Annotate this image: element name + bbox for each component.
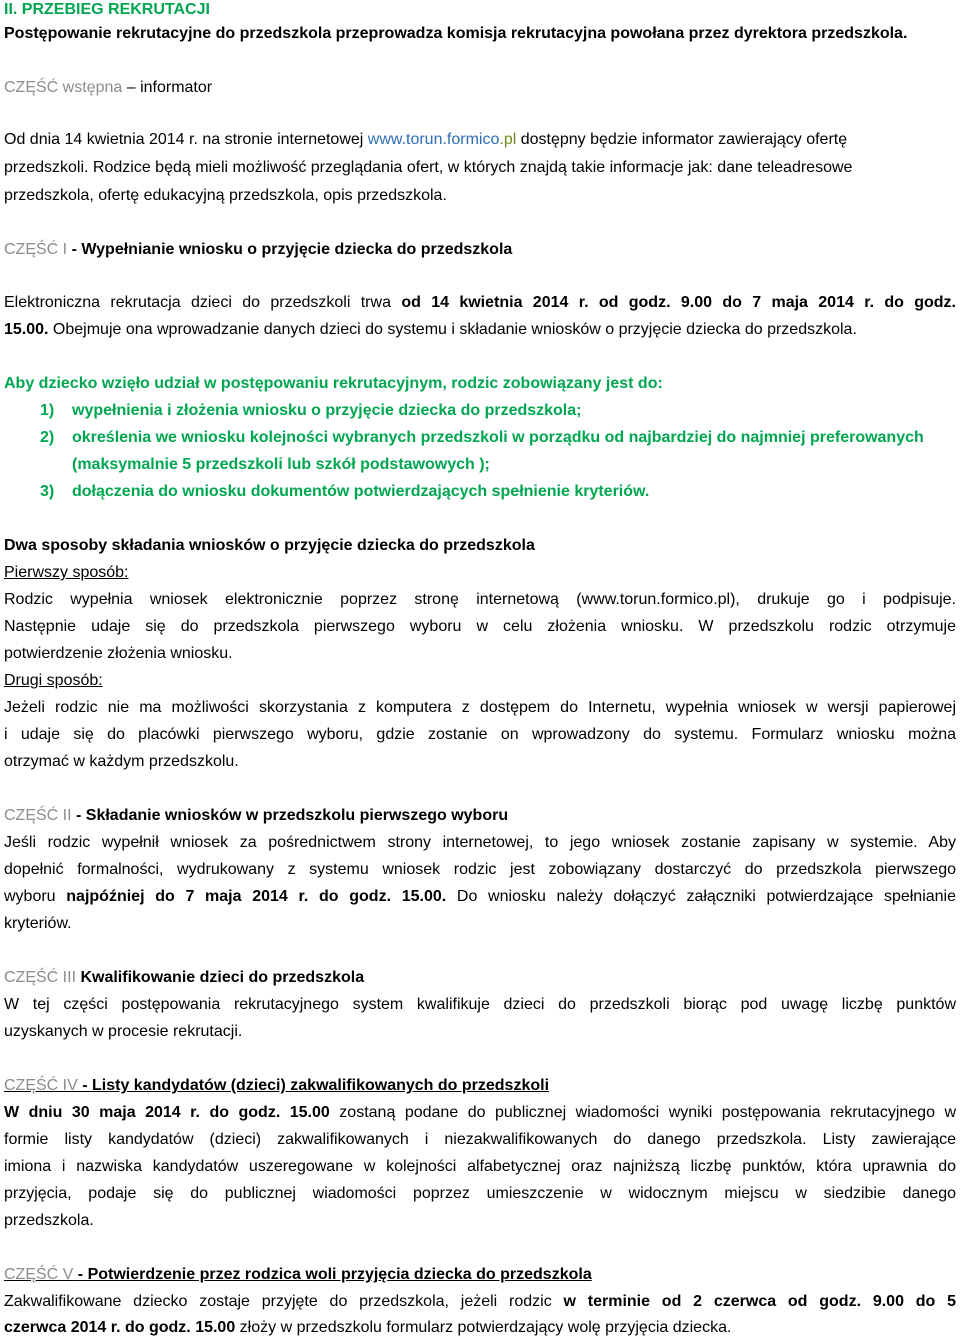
document-page: II. PRZEBIEG REKRUTACJI Postępowanie rekrutacyjne do przedszkola przeprowadza komisja rekrutacyjna powołana przez dyrektora przedszkola. CZĘŚĆ wstępna – informator Od dnia 14 kwietnia 2014 r. na stronie internetowej www.torun.formico.pl dostępny będzie informator zawierający ofertę przedszkoli. Rodzice będą mieli możliwość przeglądania ofert, w których znajdą takie informacje jak: dane teleadresowe przedszkola, ofertę edukacyjną przedszkola, opis przedszkola. CZĘŚĆ I - Wypełnianie wniosku o przyjęcie dziecka do przedszkola Elektroniczna rekrutacja dzieci do przedszkoli trwa od 14 kwietnia 2014 r. od godz. 9.00 do 7 maja 2014 r. do godz. 15.00. Obejmuje ona wprowadzanie danych dzieci do systemu i składanie wniosków o przyjęcie dziecka do przedszkola. Aby dziecko wzięło udział w postępowaniu rekrutacyjnym, rodzic zobowiązany jest do: 1) wypełnienia i złożenia wniosku o przyjęcie dziecka do przedszkola; 2) określenia we wniosku kolejności wybranych przedszkoli w porządku od najbardziej do najmniej preferowanych (maksymalnie 5 przedszkoli lub szkół podstawowych ); 3) dołączenia do wniosku dokumentów potwierdzających spełnienie kryteriów. Dwa sposoby składania wniosków o przyjęcie dziecka do przedszkola Pierwszy sposób: Rodzic wypełnia wniosek elektronicznie poprzez stronę internetową (www.torun.formico.pl), drukuje go i podpisuje. Następnie udaje się do przedszkola pierwszego wyboru w celu złożenia wniosku. W przedszkolu rodzic otrzymuje potwierdzenie złożenia wniosku. Drugi sposób: Jeżeli rodzic nie ma możliwości skorzystania z komputera z dostępem do Internetu, wypełnia wniosek w wersji papierowej i udaje się do placówki pierwszego wyboru, gdzie zostanie on wprowadzony do systemu. Formularz wniosku można otrzymać w każdym przedszkolu. CZĘŚĆ II - Składanie wniosków w przedszkolu pierwszego wyboru Jeśli rodzic wypełnił wniosek za pośrednictwem strony internetowej, to jego wniosek zostanie zapisany w systemie. Aby dopełnić formalności, wydrukowany z systemu wniosek rodzic jest zobowiązany dostarczyć do przedszkola pierwszego wyboru najpóźniej do 7 maja 2014 r. do godz. 15.00. Do wniosku należy dołączyć załączniki potwierdzające spełnianie kryteriów. CZĘŚĆ III Kwalifikowanie dzieci do przedszkola W tej części postępowania rekrutacyjnego system kwalifikuje dzieci do przedszkoli biorąc pod uwagę liczbę punktów uzyskanych w procesie rekrutacji. CZĘŚĆ IV - Listy kandydatów (dzieci) zakwalifikowanych do przedszkoli W dniu 30 maja 2014 r. do godz. 15.00 zostaną podane do publicznej wiadomości wyniki postępowania rekrutacyjnego w formie listy kandydatów (dzieci) zakwalifikowanych i niezakwalifikowanych do danego przedszkola. Listy zawierające imiona i nazwiska kandydatów uszeregowane w kolejności alfabetycznej oraz najniższą liczbę punktów, która uprawnia do przyjęcia, podaje się do publicznej wiadomości poprzez umieszczenie w widocznym miejscu w siedzibie danego przedszkola. CZĘŚĆ V - Potwierdzenie przez rodzica woli przyjęcia dziecka do przedszkola Zakwalifikowane dziecko zostaje przyjęte do przedszkola, jeżeli rodzic w terminie od 2 czerwca od godz. 9.00 do 5 czerwca 2014 r. do godz. 15.00 złoży w przedszkolu formularz potwierdzający wolę przyjęcia dziecka. bbox=[4, 1, 957, 1336]
paragraph-line: wyboru najpóźniej do 7 maja 2014 r. do godz. 15.00. Do wniosku należy dołączyć załączniki potwierdzające spełnianie bbox=[4, 888, 956, 905]
paragraph-line: formie listy kandydatów (dzieci) zakwalifikowanych i niezakwalifikowanych do danego przedszkola. Listy zawierające bbox=[4, 1131, 956, 1148]
paragraph-line: przedszkola. bbox=[4, 1212, 94, 1229]
part-title: - Potwierdzenie przez rodzica woli przyjęcia dziecka do przedszkola bbox=[73, 1266, 592, 1283]
paragraph-line: Jeżeli rodzic nie ma możliwości skorzystania z komputera z dostępem do Internetu, wypełnia wniosek w wersji papierowej bbox=[4, 699, 956, 716]
paragraph-line: Elektroniczna rekrutacja dzieci do przedszkoli trwa od 14 kwietnia 2014 r. od godz. 9.00 do 7 maja 2014 r. do godz. bbox=[4, 294, 957, 311]
paragraph-line: Zakwalifikowane dziecko zostaje przyjęte do przedszkola, jeżeli rodzic w terminie od 2 czerwca od godz. 9.00 do 5 bbox=[4, 1293, 957, 1310]
part-label: CZĘŚĆ bbox=[4, 79, 59, 96]
part-label-suffix: wstępna bbox=[58, 79, 123, 96]
part-2-title bbox=[4, 806, 956, 826]
paragraph-line: Od dnia 14 kwietnia 2014 r. na stronie internetowej www.torun.formico.pl dostępny będzie informator zawierający ofertę bbox=[4, 131, 848, 148]
paragraph-line: i udaje się do placówki pierwszego wyboru, gdzie zostanie on wprowadzony do systemu. Formularz wniosku można bbox=[4, 726, 956, 743]
paragraph-line: W tej części postępowania rekrutacyjnego system kwalifikuje dzieci do przedszkoli biorąc pod uwagę liczbę punktów bbox=[4, 996, 956, 1013]
paragraph-line: uzyskanych w procesie rekrutacji. bbox=[4, 1023, 243, 1040]
paragraph-line: przedszkoli. Rodzice będą mieli możliwość przeglądania ofert, w których znajdą takie informacje jak: dane teleadresowe bbox=[4, 159, 853, 176]
part-label: CZĘŚĆ I bbox=[4, 241, 68, 258]
ways-title: Dwa sposoby składania wniosków o przyjęcie dziecka do przedszkola bbox=[4, 537, 535, 554]
paragraph-line: 15.00. Obejmuje ona wprowadzanie danych dzieci do systemu i składanie wniosków o przyjęcie dziecka do przedszkola. bbox=[4, 321, 857, 338]
part-intro-title bbox=[4, 78, 956, 98]
part-label: CZĘŚĆ V bbox=[4, 1266, 74, 1283]
part-title: - Składanie wniosków w przedszkolu pierwszego wyboru bbox=[71, 807, 509, 824]
part-title: - Wypełnianie wniosku o przyjęcie dziecka do przedszkola bbox=[67, 241, 513, 258]
second-way-label: Drugi sposób: bbox=[4, 672, 103, 689]
part-title: – informator bbox=[122, 79, 213, 96]
part-4-title bbox=[4, 1076, 956, 1096]
paragraph-line: potwierdzenie złożenia wniosku. bbox=[4, 645, 233, 662]
part-label: CZĘŚĆ III bbox=[4, 969, 77, 986]
part-1-title bbox=[4, 240, 956, 260]
paragraph-line: kryteriów. bbox=[4, 915, 72, 932]
paragraph-line: Następnie udaje się do przedszkola pierwszego wyboru w celu złożenia wniosku. W przedszkolu rodzic otrzymuje bbox=[4, 618, 956, 635]
paragraph-line: dopełnić formalności, wydrukowany z systemu wniosek rodzic jest zobowiązany dostarczyć do przedszkola pierwszego bbox=[4, 861, 956, 878]
part-3-title bbox=[4, 968, 956, 988]
part-title: - Listy kandydatów (dzieci) zakwalifikowanych do przedszkoli bbox=[77, 1077, 550, 1094]
intro-text: Postępowanie rekrutacyjne do przedszkola przeprowadza komisja rekrutacyjna powołana przez dyrektora przedszkola. bbox=[4, 25, 908, 42]
paragraph-line: W dniu 30 maja 2014 r. do godz. 15.00 zostaną podane do publicznej wiadomości wyniki postępowania rekrutacyjnego w bbox=[4, 1104, 957, 1121]
part-label: CZĘŚĆ IV bbox=[4, 1077, 78, 1094]
paragraph-line: Rodzic wypełnia wniosek elektronicznie poprzez stronę internetową (www.torun.formico.pl), drukuje go i podpisuje. bbox=[4, 591, 956, 608]
part-title: Kwalifikowanie dzieci do przedszkola bbox=[76, 969, 365, 986]
part-5-title bbox=[4, 1265, 956, 1285]
paragraph-line: imiona i nazwiska kandydatów uszeregowane w kolejności alfabetycznej oraz najniższą liczbę punktów, która uprawnia do bbox=[4, 1158, 956, 1175]
website-link[interactable]: www.torun.formico bbox=[367, 131, 500, 148]
paragraph-line: przyjęcia, podaje się do publicznej wiadomości poprzez umieszczenie w widocznym miejscu w siedzibie danego bbox=[4, 1185, 956, 1202]
first-way-label: Pierwszy sposób: bbox=[4, 564, 129, 581]
section-heading: II. PRZEBIEG REKRUTACJI bbox=[4, 1, 210, 18]
paragraph-line: przedszkola, ofertę edukacyjną przedszkola, opis przedszkola. bbox=[4, 187, 447, 204]
part-label: CZĘŚĆ II bbox=[4, 807, 72, 824]
duties-intro: Aby dziecko wzięło udział w postępowaniu rekrutacyjnym, rodzic zobowiązany jest do: bbox=[4, 375, 663, 392]
paragraph-line: czerwca 2014 r. do godz. 15.00 złoży w przedszkolu formularz potwierdzający wolę przyjęcia dziecka. bbox=[4, 1319, 732, 1336]
paragraph-line: Jeśli rodzic wypełnił wniosek za pośrednictwem strony internetowej, to jego wniosek zostanie zapisany w systemie. Aby bbox=[4, 834, 956, 851]
paragraph-line: otrzymać w każdym przedszkolu. bbox=[4, 753, 239, 770]
